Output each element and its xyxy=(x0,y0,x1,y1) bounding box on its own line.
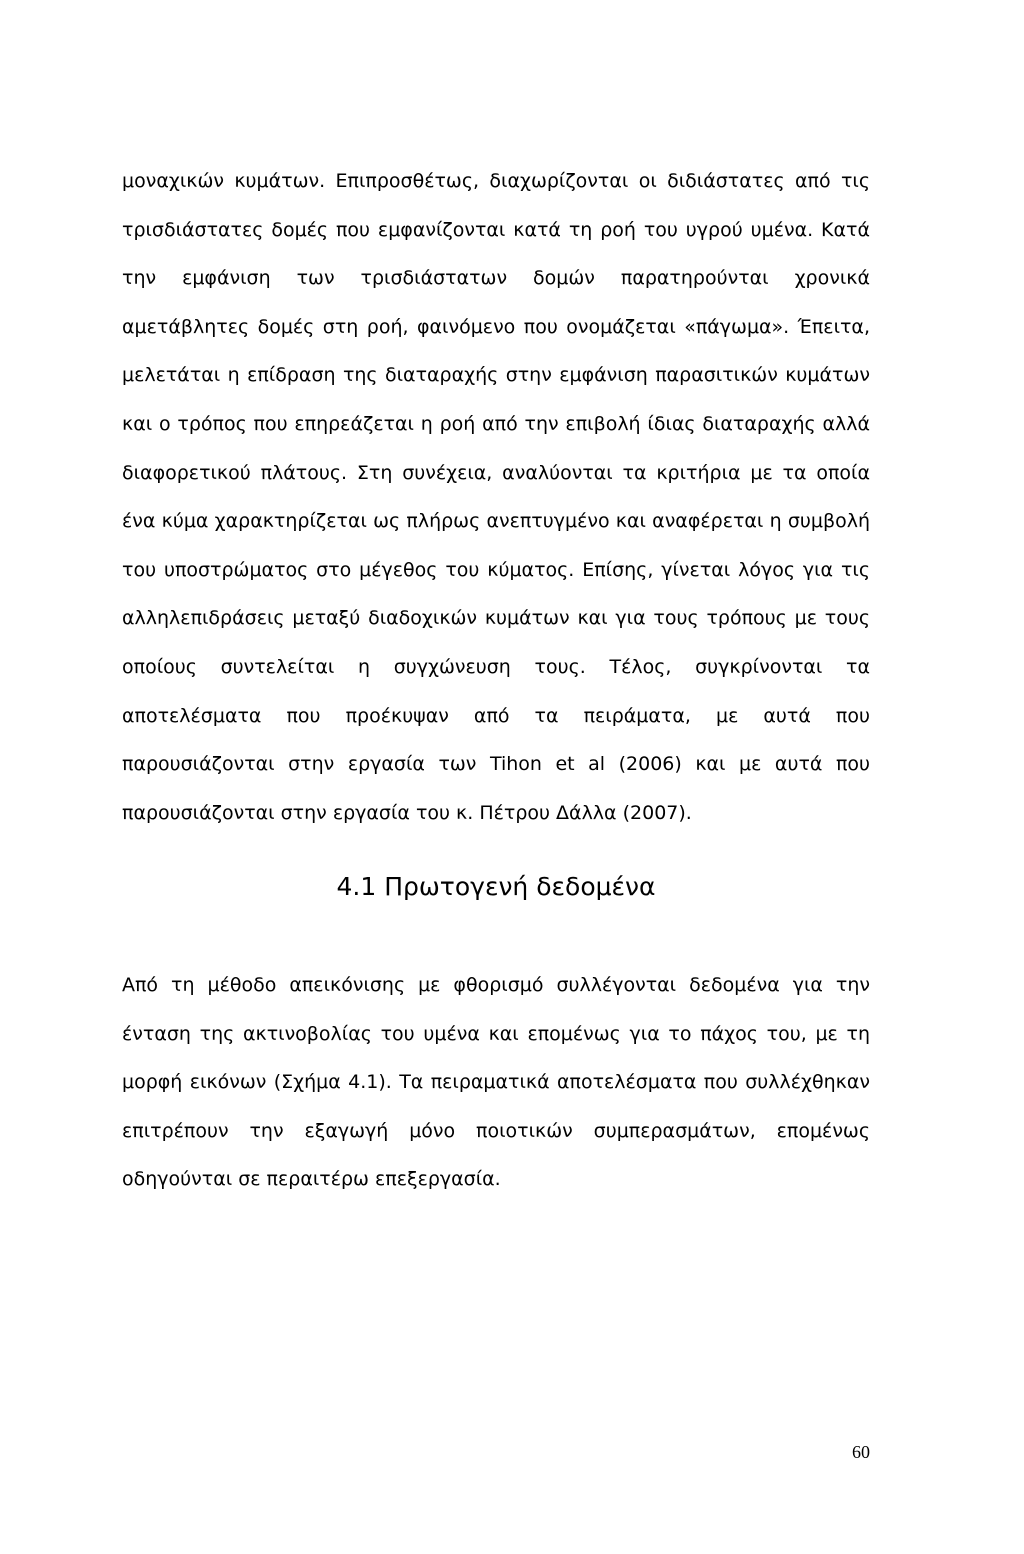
body-paragraph-1: μοναχικών κυμάτων. Επιπροσθέτως, διαχωρίζονται οι διδιάστατες από τις τρισδιάστατες δομές που εμφανίζονται κατά τη ροή του υγρού υμένα. Κατά την εμφάνιση των τρισδιάστατων δομών παρατηρούνται χρονικά αμετάβλητες δομές στη ροή, φαινόμενο που ονομάζεται «πάγωμα». Έπειτα, μελετάται η επίδραση της διαταραχής στην εμφάνιση παρασιτικών κυμάτων και ο τρόπος που επηρεάζεται η ροή από την επιβολή ίδιας διαταραχής αλλά διαφορετικού πλάτους. Στη συνέχεια, αναλύονται τα κριτήρια με τα οποία ένα κύμα χαρακτηρίζεται ως πλήρως ανεπτυγμένο και αναφέρεται η συμβολή του υποστρώματος στο μέγεθος του κύματος. Επίσης, γίνεται λόγος για τις αλληλεπιδράσεις μεταξύ διαδοχικών κυμάτων και για τους τρόπους με τους οποίους συντελείται η συγχώνευση τους. Τέλος, συγκρίνονται τα αποτελέσματα που προέκυψαν από τα πειράματα, με αυτά που παρουσιάζονται στην εργασία των Tihon et al (2006) και με αυτά που παρουσιάζονται στην εργασία του κ. Πέτρου Δάλλα (2007). xyxy=(122,170,870,824)
page-number: 60 xyxy=(852,1442,870,1462)
section-heading: 4.1 Πρωτογενή δεδομένα xyxy=(336,872,656,901)
body-paragraph-2: Από τη μέθοδο απεικόνισης με φθορισμό συλλέγονται δεδομένα για την ένταση της ακτινοβολίας του υμένα και επομένως για το πάχος του, με τη μορφή εικόνων (Σχήμα 4.1). Τα πειραματικά αποτελέσματα που συλλέχθηκαν επιτρέπουν την εξαγωγή μόνο ποιοτικών συμπερασμάτων, επομένως οδηγούνται σε περαιτέρω επεξεργασία. xyxy=(122,974,870,1191)
